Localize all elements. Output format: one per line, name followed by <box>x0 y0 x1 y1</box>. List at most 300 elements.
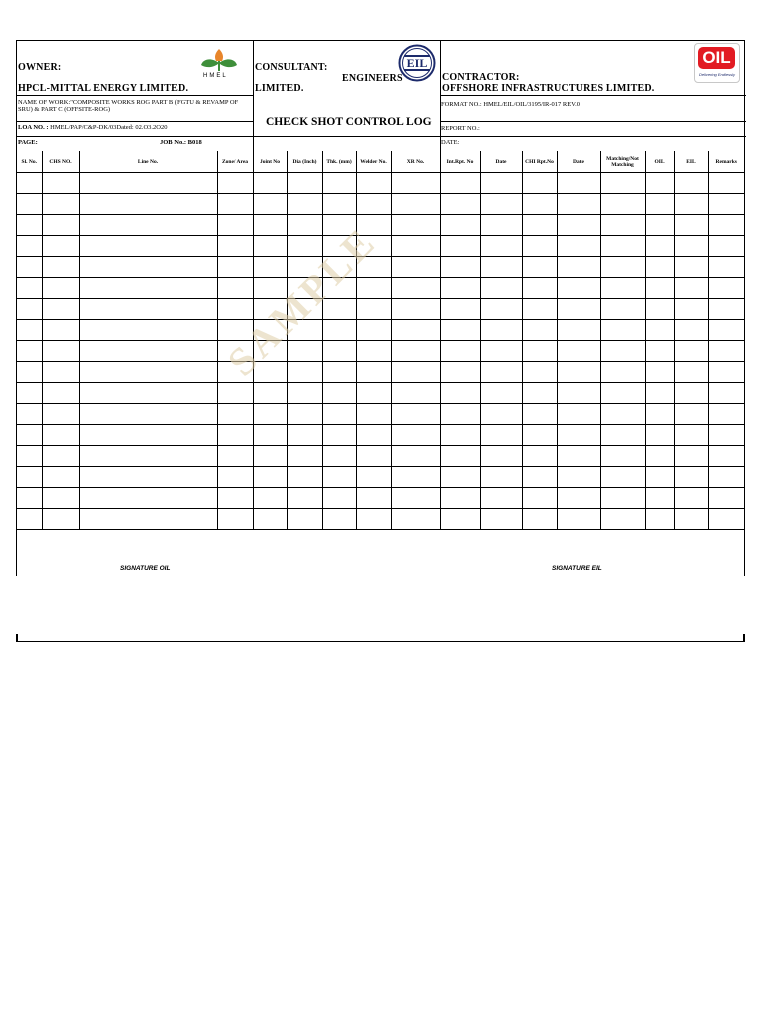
log-table <box>17 151 744 530</box>
table-cell <box>522 425 557 446</box>
table-cell <box>674 278 708 299</box>
table-cell <box>708 320 744 341</box>
table-cell <box>645 446 674 467</box>
col-header: CHI Rpt.No <box>522 151 557 173</box>
table-cell <box>17 236 42 257</box>
table-cell <box>253 383 287 404</box>
table-cell <box>645 341 674 362</box>
table-cell <box>674 320 708 341</box>
oil-logo-tagline: Delivering Endlessly <box>698 72 735 77</box>
table-cell <box>440 257 480 278</box>
table-cell <box>522 320 557 341</box>
table-cell <box>253 488 287 509</box>
table-cell <box>600 446 645 467</box>
table-cell <box>600 278 645 299</box>
table-cell <box>522 257 557 278</box>
table-cell <box>708 425 744 446</box>
table-cell <box>322 194 356 215</box>
table-cell <box>17 467 42 488</box>
table-cell <box>440 236 480 257</box>
table-cell <box>322 404 356 425</box>
table-cell <box>356 383 391 404</box>
table-cell <box>480 215 522 236</box>
table-cell <box>440 446 480 467</box>
name-of-work: NAME OF WORK:"COMPOSITE WORKS ROG PART B (FGTU & REVAMP OF SRU) & PART C (OFFSITE-ROG) <box>18 99 239 113</box>
table-cell <box>322 383 356 404</box>
table-cell <box>557 320 600 341</box>
table-cell <box>356 425 391 446</box>
job-no: JOB No.: B018 <box>160 139 202 146</box>
table-cell <box>17 278 42 299</box>
owner-name: HPCL-MITTAL ENERGY LIMITED. <box>18 83 189 94</box>
col-header: Matching/Not Matching <box>600 151 645 173</box>
hmel-logo <box>199 45 239 81</box>
table-cell <box>674 509 708 530</box>
table-cell <box>17 173 42 194</box>
table-cell <box>645 257 674 278</box>
table-cell <box>557 446 600 467</box>
table-cell <box>391 299 440 320</box>
table-cell <box>217 215 253 236</box>
table-cell <box>17 341 42 362</box>
table-cell <box>79 236 217 257</box>
table-cell <box>600 236 645 257</box>
table-cell <box>480 320 522 341</box>
header-rule-2 <box>17 121 253 122</box>
table-row <box>17 509 744 530</box>
table-cell <box>42 320 79 341</box>
table-cell <box>645 425 674 446</box>
table-cell <box>217 467 253 488</box>
table-cell <box>322 488 356 509</box>
table-cell <box>674 236 708 257</box>
table-cell <box>391 362 440 383</box>
table-cell <box>253 467 287 488</box>
col-header: CHS NO. <box>42 151 79 173</box>
table-cell <box>79 320 217 341</box>
table-cell <box>440 278 480 299</box>
table-cell <box>674 383 708 404</box>
col-header: Sl. No. <box>17 151 42 173</box>
table-cell <box>557 488 600 509</box>
table-cell <box>645 509 674 530</box>
table-cell <box>79 299 217 320</box>
table-cell <box>391 341 440 362</box>
table-header-row <box>17 151 744 173</box>
table-cell <box>440 404 480 425</box>
table-row <box>17 194 744 215</box>
table-cell <box>287 467 322 488</box>
table-cell <box>600 404 645 425</box>
table-cell <box>287 194 322 215</box>
table-cell <box>322 362 356 383</box>
table-cell <box>42 173 79 194</box>
contractor-label: CONTRACTOR: <box>442 72 520 83</box>
table-cell <box>600 194 645 215</box>
header-rule-2b <box>440 121 746 122</box>
table-row <box>17 173 744 194</box>
table-cell <box>217 383 253 404</box>
date-label: DATE: <box>441 139 460 146</box>
table-cell <box>522 404 557 425</box>
table-cell <box>708 173 744 194</box>
table-cell <box>356 299 391 320</box>
table-cell <box>522 278 557 299</box>
table-cell <box>42 404 79 425</box>
table-cell <box>708 257 744 278</box>
table-cell <box>217 404 253 425</box>
table-body <box>17 173 744 530</box>
table-cell <box>674 467 708 488</box>
table-cell <box>674 194 708 215</box>
table-cell <box>708 194 744 215</box>
col-header: EIL <box>674 151 708 173</box>
table-cell <box>708 236 744 257</box>
table-cell <box>645 194 674 215</box>
table-cell <box>217 446 253 467</box>
table-cell <box>42 488 79 509</box>
table-cell <box>356 173 391 194</box>
table-cell <box>17 383 42 404</box>
table-cell <box>79 362 217 383</box>
table-cell <box>708 383 744 404</box>
table-cell <box>440 194 480 215</box>
table-cell <box>322 341 356 362</box>
table-cell <box>674 173 708 194</box>
table-cell <box>217 278 253 299</box>
table-cell <box>600 215 645 236</box>
table-cell <box>645 488 674 509</box>
table-cell <box>522 173 557 194</box>
table-cell <box>600 362 645 383</box>
table-cell <box>440 362 480 383</box>
table-cell <box>480 257 522 278</box>
table-cell <box>440 215 480 236</box>
table-cell <box>440 467 480 488</box>
table-cell <box>645 173 674 194</box>
table-cell <box>480 341 522 362</box>
table-cell <box>79 383 217 404</box>
table-cell <box>17 404 42 425</box>
table-cell <box>391 320 440 341</box>
table-cell <box>17 194 42 215</box>
table-cell <box>557 278 600 299</box>
table-cell <box>217 488 253 509</box>
table-row <box>17 425 744 446</box>
table-cell <box>391 215 440 236</box>
page-label: PAGE: <box>18 139 38 146</box>
col-header: Line No. <box>79 151 217 173</box>
col-header: Date <box>480 151 522 173</box>
oil-logo <box>694 43 740 83</box>
table-cell <box>79 404 217 425</box>
table-cell <box>287 509 322 530</box>
hmel-logo-text: HMEL <box>203 73 228 79</box>
table-row <box>17 341 744 362</box>
table-cell <box>17 320 42 341</box>
table-cell <box>480 404 522 425</box>
table-row <box>17 488 744 509</box>
table-cell <box>253 236 287 257</box>
table-cell <box>253 257 287 278</box>
table-cell <box>356 467 391 488</box>
table-cell <box>322 320 356 341</box>
table-cell <box>17 446 42 467</box>
table-cell <box>287 215 322 236</box>
table-cell <box>522 362 557 383</box>
header-divider-2 <box>440 41 441 151</box>
table-cell <box>79 173 217 194</box>
table-cell <box>42 299 79 320</box>
table-cell <box>674 299 708 320</box>
table-cell <box>645 215 674 236</box>
table-row <box>17 383 744 404</box>
table-cell <box>79 215 217 236</box>
consultant-name-line2: LIMITED. <box>255 83 304 94</box>
table-cell <box>356 404 391 425</box>
table-cell <box>557 236 600 257</box>
consultant-name-line1: ENGINEERS <box>342 73 403 84</box>
table-cell <box>557 509 600 530</box>
contractor-name: OFFSHORE INFRASTRUCTURES LIMITED. <box>442 83 655 94</box>
table-cell <box>322 425 356 446</box>
table-cell <box>391 488 440 509</box>
col-header: OIL <box>645 151 674 173</box>
table-cell <box>17 362 42 383</box>
table-cell <box>600 383 645 404</box>
table-cell <box>17 509 42 530</box>
table-cell <box>480 194 522 215</box>
table-cell <box>645 299 674 320</box>
table-cell <box>600 509 645 530</box>
table-cell <box>42 425 79 446</box>
table-cell <box>557 299 600 320</box>
table-cell <box>42 215 79 236</box>
table-cell <box>708 467 744 488</box>
table-cell <box>674 404 708 425</box>
table-cell <box>480 509 522 530</box>
consultant-label: CONSULTANT: <box>255 62 328 73</box>
bottom-rule <box>16 641 745 642</box>
col-header: Date <box>557 151 600 173</box>
table-cell <box>217 173 253 194</box>
table-cell <box>17 257 42 278</box>
col-header: Thk. (mm) <box>322 151 356 173</box>
table-cell <box>217 509 253 530</box>
table-cell <box>557 425 600 446</box>
table-cell <box>522 509 557 530</box>
table-cell <box>440 383 480 404</box>
col-header: Joint No <box>253 151 287 173</box>
col-header: Welder No. <box>356 151 391 173</box>
sample-watermark: SAMPLE <box>218 217 386 385</box>
table-cell <box>253 404 287 425</box>
table-cell <box>79 278 217 299</box>
bottom-rule-right-tick <box>743 634 745 642</box>
table-cell <box>356 488 391 509</box>
col-header: Dia (Inch) <box>287 151 322 173</box>
document-title: CHECK SHOT CONTROL LOG <box>266 116 432 128</box>
table-cell <box>356 341 391 362</box>
table-cell <box>356 446 391 467</box>
table-cell <box>391 446 440 467</box>
owner-label: OWNER: <box>18 62 62 73</box>
header-divider-1 <box>253 41 254 151</box>
table-cell <box>79 257 217 278</box>
table-cell <box>708 299 744 320</box>
table-cell <box>674 425 708 446</box>
table-cell <box>645 320 674 341</box>
table-cell <box>391 467 440 488</box>
table-cell <box>356 278 391 299</box>
table-cell <box>17 425 42 446</box>
header-rule-1 <box>17 95 253 96</box>
table-cell <box>253 446 287 467</box>
table-row <box>17 362 744 383</box>
table-cell <box>645 383 674 404</box>
table-cell <box>557 215 600 236</box>
format-no: FORMAT NO.: HMEL/EIL/OIL/3195/IR-017 REV.0 <box>441 101 580 108</box>
table-cell <box>708 404 744 425</box>
col-header: Int.Rpt. No <box>440 151 480 173</box>
table-cell <box>480 362 522 383</box>
table-cell <box>322 446 356 467</box>
table-cell <box>42 383 79 404</box>
table-cell <box>600 425 645 446</box>
table-cell <box>557 257 600 278</box>
table-cell <box>42 278 79 299</box>
table-cell <box>645 362 674 383</box>
table-cell <box>708 446 744 467</box>
table-cell <box>391 173 440 194</box>
table-cell <box>253 509 287 530</box>
header-rule-1b <box>440 95 746 96</box>
table-cell <box>480 236 522 257</box>
table-cell <box>480 467 522 488</box>
table-cell <box>557 173 600 194</box>
table-cell <box>42 446 79 467</box>
header-rule-4 <box>440 136 746 137</box>
table-row <box>17 278 744 299</box>
table-cell <box>522 467 557 488</box>
table-cell <box>440 341 480 362</box>
table-cell <box>522 299 557 320</box>
table-cell <box>322 509 356 530</box>
table-cell <box>217 299 253 320</box>
table-cell <box>17 488 42 509</box>
table-cell <box>79 446 217 467</box>
table-row <box>17 257 744 278</box>
table-cell <box>708 278 744 299</box>
table-cell <box>600 257 645 278</box>
table-cell <box>440 173 480 194</box>
table-cell <box>480 299 522 320</box>
eil-logo <box>398 44 436 82</box>
table-cell <box>600 320 645 341</box>
table-cell <box>480 383 522 404</box>
table-cell <box>391 236 440 257</box>
table-cell <box>674 488 708 509</box>
table-cell <box>79 425 217 446</box>
table-cell <box>253 215 287 236</box>
table-cell <box>287 404 322 425</box>
table-cell <box>645 467 674 488</box>
table-row <box>17 215 744 236</box>
table-cell <box>217 236 253 257</box>
table-cell <box>42 362 79 383</box>
signature-eil: SIGNATURE EIL <box>552 565 602 572</box>
table-cell <box>391 194 440 215</box>
table-cell <box>42 467 79 488</box>
table-cell <box>557 383 600 404</box>
report-no: REPORT NO.: <box>441 125 480 132</box>
table-cell <box>287 173 322 194</box>
table-cell <box>217 425 253 446</box>
table-cell <box>322 173 356 194</box>
table-cell <box>600 467 645 488</box>
table-cell <box>674 257 708 278</box>
table-cell <box>391 257 440 278</box>
table-cell <box>79 509 217 530</box>
table-cell <box>480 488 522 509</box>
table-cell <box>17 215 42 236</box>
table-cell <box>356 509 391 530</box>
table-cell <box>42 236 79 257</box>
table-cell <box>522 488 557 509</box>
bottom-rule-left-tick <box>16 634 18 642</box>
table-cell <box>287 488 322 509</box>
table-cell <box>708 215 744 236</box>
table-cell <box>674 215 708 236</box>
table-cell <box>42 194 79 215</box>
table-cell <box>674 341 708 362</box>
signature-oil: SIGNATURE OIL <box>120 565 171 572</box>
table-cell <box>600 488 645 509</box>
table-cell <box>287 425 322 446</box>
table-cell <box>440 320 480 341</box>
col-header: Remarks <box>708 151 744 173</box>
table-cell <box>440 488 480 509</box>
table-cell <box>217 257 253 278</box>
table-cell <box>287 446 322 467</box>
table-cell <box>708 488 744 509</box>
oil-logo-text: OIL <box>702 48 731 67</box>
table-cell <box>645 404 674 425</box>
table-row <box>17 320 744 341</box>
table-row <box>17 404 744 425</box>
table-cell <box>440 299 480 320</box>
table-cell <box>79 194 217 215</box>
table-cell <box>253 425 287 446</box>
table-cell <box>391 425 440 446</box>
table-cell <box>480 425 522 446</box>
table-cell <box>42 257 79 278</box>
table-row <box>17 467 744 488</box>
table-cell <box>79 467 217 488</box>
table-row <box>17 446 744 467</box>
table-cell <box>522 215 557 236</box>
table-row <box>17 299 744 320</box>
eil-logo-text: EIL <box>406 56 428 70</box>
table-cell <box>440 425 480 446</box>
table-cell <box>522 194 557 215</box>
table-cell <box>79 488 217 509</box>
loa-label: LOA NO. : <box>18 124 49 131</box>
table-cell <box>391 509 440 530</box>
table-cell <box>708 362 744 383</box>
table-cell <box>708 341 744 362</box>
table-cell <box>645 278 674 299</box>
